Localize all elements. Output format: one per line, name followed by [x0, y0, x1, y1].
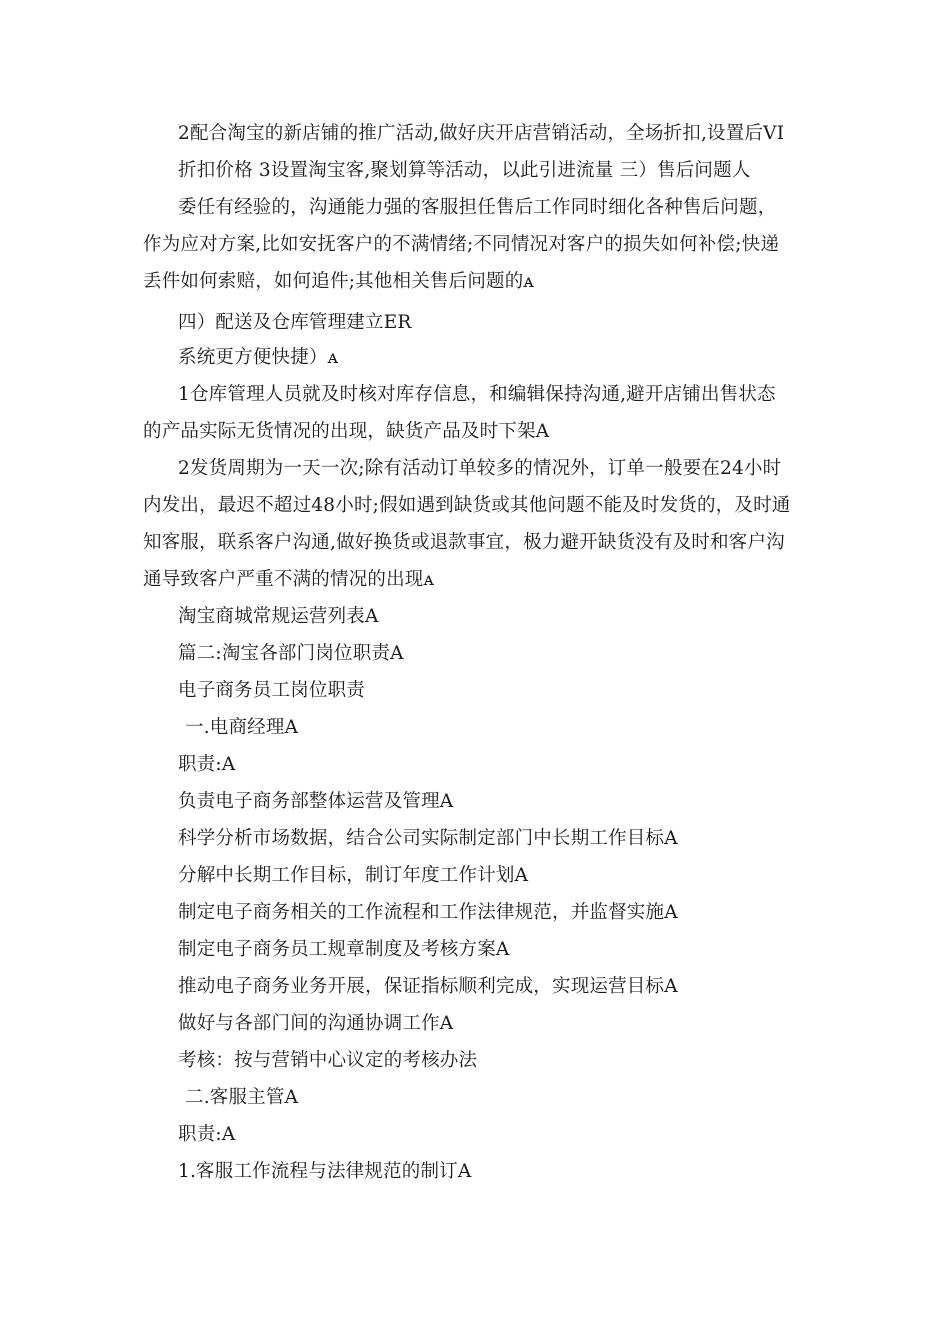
list-item: 做好与各部门间的沟通协调工作A: [178, 1013, 454, 1034]
paragraph-line: 作为应对方案,比如安抚客户的不满情绪;不同情况对客户的损失如何补偿;快递: [143, 234, 780, 255]
list-item: 推动电子商务业务开展，保证指标顺利完成，实现运营目标A: [178, 976, 678, 997]
paragraph-line: 2配合淘宝的新店铺的推广活动,做好庆开店营销活动，全场折扣,设置后VI: [178, 123, 785, 144]
list-label: 职责:A: [178, 754, 236, 775]
list-item: 科学分析市场数据，结合公司实际制定部门中长期工作目标A: [178, 828, 678, 849]
paragraph-line: 的产品实际无货情况的出现，缺货产品及时下架A: [143, 421, 550, 442]
section-heading: 二.客服主管A: [185, 1087, 299, 1108]
paragraph-line: 委任有经验的，沟通能力强的客服担任售后工作同时细化各种售后问题，: [178, 197, 777, 218]
list-item: 1.客服工作流程与法律规范的制订A: [178, 1161, 472, 1182]
list-item: 分解中长期工作目标，制订年度工作计划A: [178, 865, 529, 886]
list-item: 考核：按与营销中心议定的考核办法: [178, 1050, 478, 1071]
paragraph-line: 知客服，联系客户沟通,做好换货或退款事宜，极力避开缺货没有及时和客户沟: [143, 532, 785, 553]
paragraph-line: 内发出，最迟不超过48小时;假如遇到缺货或其他问题不能及时发货的，及时通: [143, 495, 791, 516]
paragraph-line: 丢件如何索赔，如何追件;其他相关售后问题的ᴀ: [143, 271, 535, 292]
list-item: 淘宝商城常规运营列表A: [178, 606, 379, 627]
chapter-heading: 篇二:淘宝各部门岗位职责A: [178, 643, 404, 664]
paragraph-line: 系统更方便快捷）ᴀ: [178, 347, 339, 368]
paragraph-line: 通导致客户严重不满的情况的出现ᴀ: [143, 569, 435, 590]
section-heading: 一.电商经理A: [185, 717, 299, 738]
list-item: 制定电子商务相关的工作流程和工作法律规范，并监督实施A: [178, 902, 678, 923]
paragraph-line: 1仓库管理人员就及时核对库存信息，和编辑保持沟通,避开店铺出售状态: [178, 384, 776, 405]
list-item: 制定电子商务员工规章制度及考核方案A: [178, 939, 510, 960]
document-title: 电子商务员工岗位职责: [178, 680, 366, 701]
section-heading: 四）配送及仓库管理建立ER: [178, 312, 412, 333]
paragraph-line: 折扣价格 3设置淘宝客,聚划算等活动，以此引进流量 三）售后问题人: [178, 160, 751, 181]
list-item: 负责电子商务部整体运营及管理A: [178, 791, 454, 812]
list-label: 职责:A: [178, 1124, 236, 1145]
paragraph-line: 2发货周期为一天一次;除有活动订单较多的情况外，订单一般要在24小时: [178, 458, 782, 479]
